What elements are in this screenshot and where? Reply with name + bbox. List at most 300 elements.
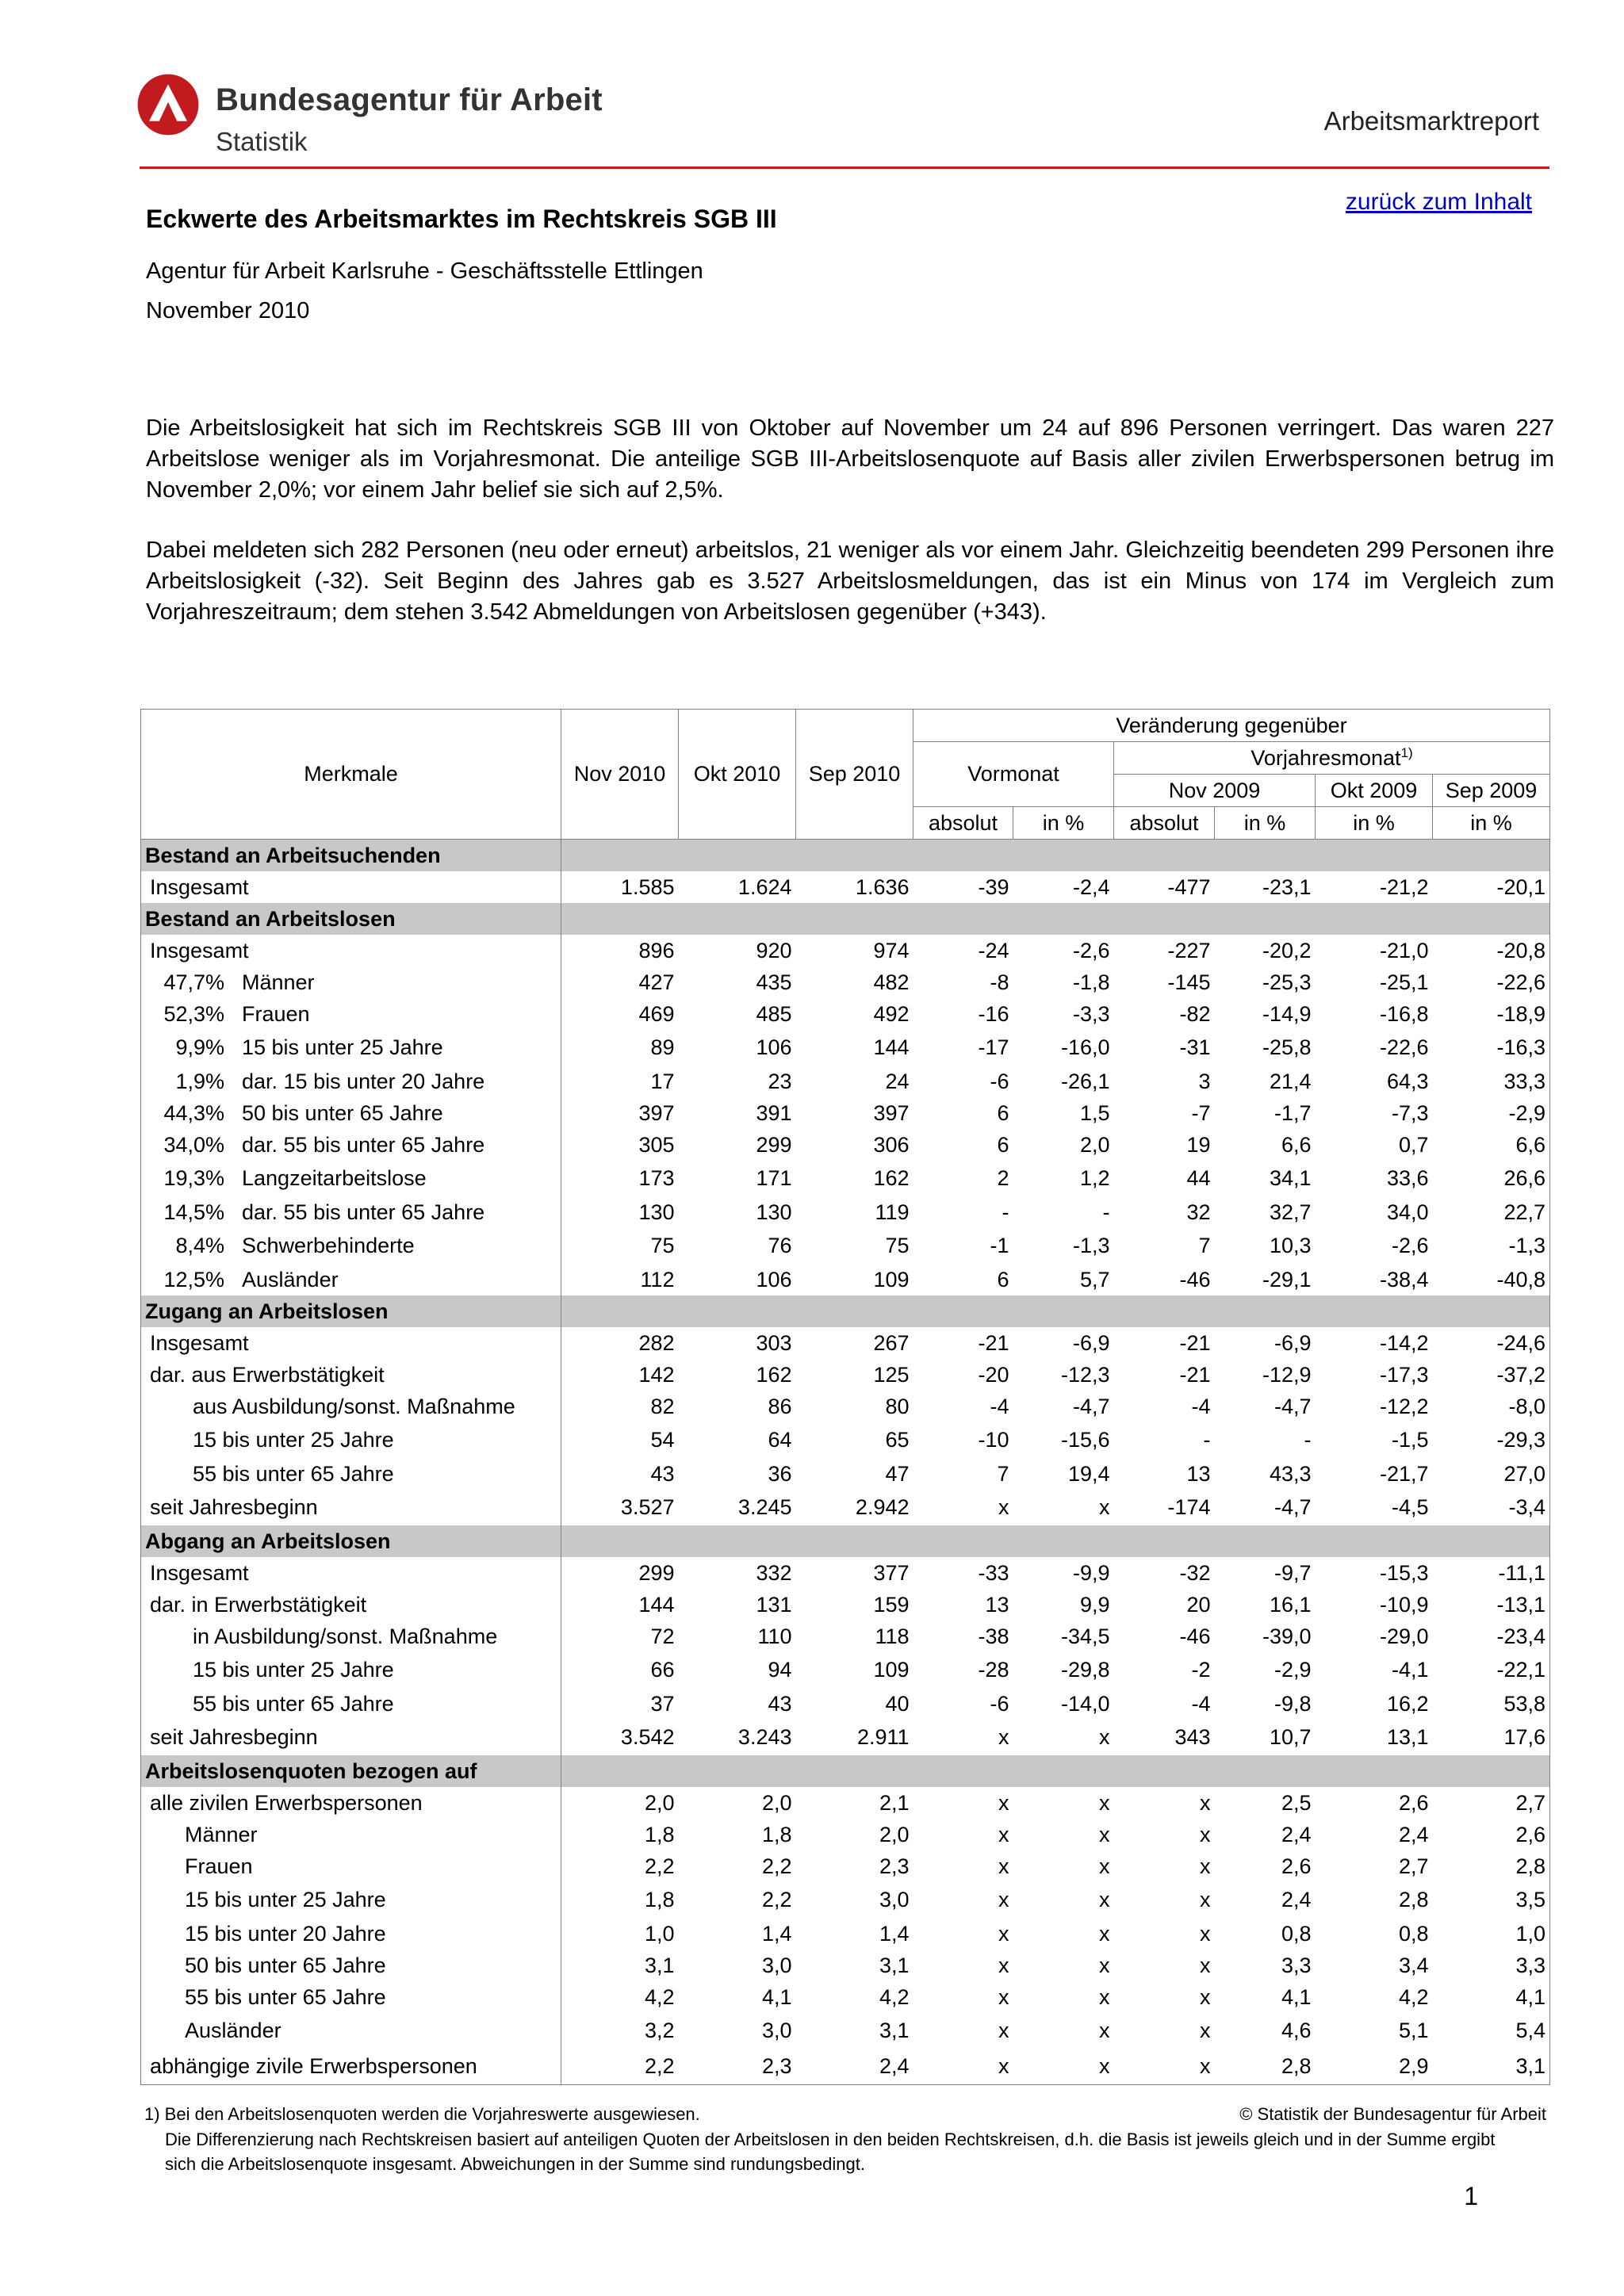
table-cell: 4,2 [644,1984,675,2009]
row-label [141,1850,561,1882]
table-cell: -39 [978,874,1009,899]
table-cell: 427 [638,970,675,994]
row-label [141,1490,561,1525]
table-row [141,935,1550,966]
row-label-text: Frauen [185,1854,253,1878]
table-cell: -29,8 [1060,1658,1110,1682]
table-cell: 2,0 [644,1790,675,1815]
table-row [141,1652,1550,1688]
table-cell: 3,1 [879,1953,910,1977]
table-cell: 125 [873,1362,910,1387]
table-cell: -10,9 [1379,1592,1429,1617]
row-share: 1,9% [175,1069,224,1093]
page-number: 1 [1464,2182,1478,2210]
row-label [141,1196,561,1228]
table-cell: 299 [638,1560,675,1585]
table-cell: 2,0 [879,1822,910,1846]
table-cell: 7 [997,1461,1009,1486]
table-cell: 36 [768,1461,792,1486]
table-cell: 1.585 [620,874,675,899]
header-nov2010: Nov 2010 [561,710,679,840]
table-cell: 106 [756,1035,792,1059]
table-cell: x [1200,1888,1211,1911]
row-label [141,1458,561,1490]
table-cell: 1,2 [1079,1166,1110,1190]
row-label-text: 15 bis unter 25 Jahre [242,1035,443,1059]
table-cell: -1,7 [1274,1100,1312,1125]
table-cell: 17,6 [1433,1720,1550,1755]
table-row [141,1882,1550,1918]
table-cell: 469 [638,1001,675,1026]
table-cell: 1,0 [1433,1918,1550,1950]
table-cell: 53,8 [1433,1688,1550,1720]
table-cell: 5,4 [1433,2013,1550,2049]
table-row [141,1490,1550,1525]
footnote-marker: 1) [1400,745,1413,760]
table-cell: -4,7 [1072,1394,1110,1418]
table-cell: x [914,2049,1013,2085]
table-cell: -34,5 [1060,1624,1110,1648]
row-label-text: dar. 55 bis unter 65 Jahre [242,1132,485,1157]
table-cell: 2,2 [761,1854,792,1878]
row-label [141,1557,561,1589]
table-cell: x [998,1888,1009,1911]
table-cell: 32,7 [1269,1200,1312,1224]
table-cell: 332 [756,1560,792,1585]
table-cell: x [998,2019,1009,2042]
report-month: November 2010 [146,298,310,323]
row-label-text: Schwerbehinderte [242,1234,415,1257]
table-cell: 303 [756,1330,792,1355]
table-cell: 109 [873,1658,910,1682]
table-cell: 144 [873,1035,910,1059]
row-label [141,1652,561,1688]
table-cell: 0,8 [1398,1921,1429,1946]
table-cell: -7 [1191,1100,1211,1125]
table-cell: x [1099,1495,1110,1519]
table-cell: 2,6 [1281,1854,1312,1878]
table-cell: 3.243 [737,1725,792,1749]
table-cell: 82 [650,1394,675,1418]
table-row [141,998,1550,1030]
table-cell: 4,1 [1281,1984,1312,2009]
section-label: Bestand an Arbeitslosen [141,903,561,935]
section-fill [561,1295,1550,1327]
table-cell: 267 [873,1330,910,1355]
footnote-1: 1) Bei den Arbeitslosenquoten werden die Vorjahreswerte ausgewiesen. [144,2104,700,2124]
table-cell: 2,7 [1433,1787,1550,1819]
row-label [141,998,561,1030]
table-cell: -38,4 [1379,1267,1429,1292]
table-cell: x [1200,1953,1211,1977]
table-cell: -6,9 [1072,1330,1110,1355]
table-row [141,1196,1550,1228]
row-label-text: Frauen [242,1001,310,1026]
table-cell: 2,8 [1398,1888,1429,1911]
table-cell: 305 [638,1132,675,1157]
table-cell: - [1102,1200,1110,1224]
table-cell: x [1099,1888,1110,1911]
table-cell: 106 [756,1267,792,1292]
header-rule [140,166,1549,169]
table-cell: 5,1 [1398,2019,1429,2042]
table-cell: 1,0 [644,1921,675,1946]
section-label: Arbeitslosenquoten bezogen auf [141,1755,561,1787]
table-cell: -11,1 [1433,1557,1550,1589]
table-cell: 2,5 [1281,1790,1312,1815]
table-cell: -33 [978,1560,1009,1585]
row-label [141,1589,561,1621]
table-cell: 2,7 [1398,1854,1429,1878]
row-label-text: seit Jahresbeginn [150,1495,318,1519]
section-row [141,1755,1550,1787]
table-cell: 119 [875,1200,910,1224]
table-cell: 47 [885,1461,910,1486]
table-cell: x [1099,2019,1110,2042]
table-cell: x [1013,2049,1114,2085]
page-title: Eckwerte des Arbeitsmarktes im Rechtskreis SGB III [146,205,777,233]
row-label-text: dar. in Erwerbstätigkeit [150,1592,367,1617]
table-cell: 343 [1174,1725,1211,1749]
row-share: 8,4% [175,1234,224,1257]
table-cell: -37,2 [1433,1359,1550,1391]
table-row [141,1589,1550,1621]
table-cell: 23 [768,1069,792,1093]
table-cell: 4,1 [761,1984,792,2009]
table-cell: -22,1 [1433,1652,1550,1688]
table-cell: 2,9 [1316,2049,1433,2085]
table-cell: -1,8 [1072,970,1110,994]
table-cell: -14,9 [1262,1001,1312,1026]
table-cell: 37 [650,1691,675,1716]
header-okt2010: Okt 2010 [679,710,796,840]
row-share: 19,3% [163,1166,224,1190]
table-cell: 33,6 [1386,1166,1429,1190]
table-cell: 2,3 [879,1854,910,1878]
agency-name: Agentur für Arbeit Karlsruhe - Geschäftsstelle Ettlingen [146,258,703,284]
section-row [141,903,1550,935]
row-label-text: aus Ausbildung/sonst. Maßnahme [193,1394,515,1418]
table-cell: 43,3 [1269,1461,1312,1486]
table-cell: 1,4 [879,1921,910,1946]
table-cell: 130 [756,1200,792,1224]
table-cell: -29,3 [1433,1422,1550,1458]
table-cell: - [1304,1428,1312,1452]
table-cell: 1,8 [644,1888,675,1911]
header-vorjahresmonat: Vorjahresmonat$^{1)}$ [1114,742,1550,775]
table-cell: 282 [638,1330,675,1355]
table-row [141,2013,1550,2049]
table-row [141,1918,1550,1950]
table-cell: 2,0 [761,1790,792,1815]
table-cell: x [1099,1725,1110,1749]
table-cell: -145 [1167,970,1211,994]
table-cell: 397 [873,1100,910,1125]
table-cell: x [1200,2019,1211,2042]
table-cell: 22,7 [1433,1196,1550,1228]
table-cell: 26,6 [1433,1161,1550,1196]
table-cell: 34,1 [1269,1166,1312,1190]
table-cell: 6 [997,1267,1009,1292]
row-label-text: Männer [185,1822,258,1846]
header-sep2009: Sep 2009 [1433,775,1550,807]
table-cell: -14,0 [1060,1691,1110,1716]
table-cell: 2,2 [761,1888,792,1911]
header-pct-vormonat: in % [1013,807,1114,840]
bundesagentur-logo-icon [136,73,200,136]
table-cell: 2,3 [679,2049,796,2085]
table-row [141,1097,1550,1129]
table-cell: -29,0 [1379,1624,1429,1648]
table-cell: 4,1 [1433,1981,1550,2013]
table-row [141,1030,1550,1066]
table-cell: x [1099,1790,1110,1815]
table-cell: 4,2 [1398,1984,1429,2009]
table-cell: 64,3 [1386,1069,1429,1093]
table-cell: -38 [978,1624,1009,1648]
row-label-text: Männer [242,970,315,994]
table-cell: x [1200,1854,1211,1878]
table-cell: 0,8 [1281,1921,1312,1946]
table-cell: 66 [650,1658,675,1682]
section-row [141,1295,1550,1327]
table-cell: 2,4 [796,2049,914,2085]
table-cell: 482 [873,970,910,994]
table-row [141,1720,1550,1755]
table-cell: -20,1 [1433,871,1550,903]
table-cell: -46 [1179,1267,1211,1292]
table-cell: 142 [638,1362,675,1387]
table-cell: 974 [873,938,910,962]
table-cell: 16,1 [1269,1592,1312,1617]
table-cell: 3,0 [761,2019,792,2042]
table-cell: 86 [768,1394,792,1418]
table-cell: x [1200,1822,1211,1846]
copyright: © Statistik der Bundesagentur für Arbeit [1239,2104,1546,2124]
table-cell: -18,9 [1433,998,1550,1030]
table-row [141,1850,1550,1882]
table-cell: -1 [990,1234,1009,1257]
row-share: 9,9% [175,1035,224,1059]
table-cell: 76 [768,1234,792,1257]
table-cell: -21,0 [1379,938,1429,962]
table-cell: 173 [638,1166,675,1190]
row-label-text: Insgesamt [150,1560,249,1585]
table-cell: 162 [756,1362,792,1387]
table-cell: 72 [650,1624,675,1648]
table-cell: 2,4 [1281,1888,1312,1911]
table-cell: 40 [885,1691,910,1716]
row-label-text: Insgesamt [150,938,249,962]
section-fill [561,840,1550,872]
table-cell: 2,6 [1433,1819,1550,1850]
table-cell: 435 [756,970,792,994]
section-label: Abgang an Arbeitslosen [141,1525,561,1557]
row-share: 12,5% [163,1267,224,1292]
row-label-text: dar. aus Erwerbstätigkeit [150,1362,385,1387]
row-label-text: 50 bis unter 65 Jahre [185,1953,386,1977]
row-label [141,966,561,998]
table-cell: -227 [1167,938,1211,962]
table-cell: -12,9 [1262,1362,1312,1387]
header-absolut-vorjahr: absolut [1114,807,1215,840]
header-pct-sep2009: in % [1433,807,1550,840]
report-title: Arbeitsmarktreport [1323,106,1539,136]
row-label-text: 55 bis unter 65 Jahre [193,1691,394,1716]
row-label [141,1391,561,1422]
org-name: Bundesagentur für Arbeit [216,82,603,117]
table-cell: 89 [650,1035,675,1059]
back-to-contents-link[interactable]: zurück zum Inhalt [1345,189,1532,215]
table-cell: -16,3 [1433,1030,1550,1066]
table-cell: 391 [756,1100,792,1125]
table-cell: x [1099,1984,1110,2009]
table-cell: 3.542 [620,1725,675,1749]
table-cell: -2,6 [1072,938,1110,962]
header-pct-nov2009: in % [1215,807,1316,840]
table-row [141,1981,1550,2013]
table-cell: 920 [756,938,792,962]
row-label [141,1359,561,1391]
table-cell: -26,1 [1060,1069,1110,1093]
table-cell: -7,3 [1391,1100,1429,1125]
table-cell: -82 [1179,1001,1211,1026]
table-cell: 54 [650,1428,675,1452]
table-cell: 19,4 [1067,1461,1110,1486]
row-label-text: in Ausbildung/sonst. Maßnahme [193,1624,498,1648]
table-cell: 13 [1186,1461,1211,1486]
table-cell: 3.245 [737,1495,792,1519]
table-cell: -31 [1179,1035,1211,1059]
table-cell: x [1200,1790,1211,1815]
row-label-text: 15 bis unter 20 Jahre [185,1921,386,1946]
table-cell: 75 [650,1234,675,1257]
header-pct-okt2009: in % [1316,807,1433,840]
table-cell: -4,1 [1391,1658,1429,1682]
table-cell: -2,4 [1072,874,1110,899]
table-cell: 3.527 [620,1495,675,1519]
table-cell: -1,3 [1433,1228,1550,1264]
intro-paragraph-2: Dabei meldeten sich 282 Personen (neu oder erneut) arbeitslos, 21 weniger als vor einem Jahr. Gleichzeitig beendeten 299 Personen ihre Arbeitslosigkeit (-32). Seit Beginn des Jahres gab es 3.527 Arbeitslosmeldungen, das ist ein Minus von 174 im Vergleich zum Vorjahreszeitraum; dem stehen 3.542 Abmeldungen von Arbeitslosen gegenüber (+343). [146,538,1554,625]
table-cell: 1,8 [644,1822,675,1846]
row-share: 47,7% [163,970,224,994]
table-row [141,1391,1550,1422]
row-label [141,935,561,966]
table-cell: -21 [1179,1362,1211,1387]
row-label [141,1621,561,1652]
table-cell: 159 [873,1592,910,1617]
table-cell: 112 [640,1267,675,1292]
header-veraenderung: Veränderung gegenüber [914,710,1550,742]
table-cell: 2.942 [855,1495,910,1519]
table-cell: 2,0 [1079,1132,1110,1157]
table-cell: -17 [978,1035,1009,1059]
row-label [141,1981,561,2013]
table-cell: 17 [650,1069,675,1093]
header-merkmale: Merkmale [141,710,561,840]
table-cell: x [998,1790,1009,1815]
row-label-text: 15 bis unter 25 Jahre [185,1888,386,1911]
table-cell: -39,0 [1262,1624,1312,1648]
table-cell: -4,5 [1391,1495,1429,1519]
table-cell: - [1002,1200,1009,1224]
table-cell: -20,2 [1262,938,1312,962]
table-cell: -8 [990,970,1009,994]
footnote-2: Die Differenzierung nach Rechtskreisen basiert auf anteiligen Quoten der Arbeitslosen in den beiden Rechtskreisen, d.h. die Basis ist jeweils gleich und in der Summe ergibt sich die Arbeitslosenquote insgesamt. Abweichungen in der Summe sind rundungsbedingt. [165,2130,1496,2174]
table-cell: 110 [757,1624,792,1648]
table-cell: -4,7 [1274,1495,1312,1519]
table-cell: 3,3 [1433,1950,1550,1981]
table-cell: 7 [1198,1234,1211,1257]
table-cell: 3 [1198,1069,1211,1093]
header-absolut-vormonat: absolut [914,807,1013,840]
table-row [141,1264,1550,1295]
row-share: 44,3% [163,1100,224,1125]
table-cell: 43 [768,1691,792,1716]
table-row [141,1621,1550,1652]
table-cell: 21,4 [1269,1069,1312,1093]
table-row [141,966,1550,998]
table-cell: 6,6 [1281,1132,1312,1157]
row-label [141,1688,561,1720]
table-row [141,1557,1550,1589]
table-cell: x [1114,2049,1215,2085]
table-row [141,1228,1550,1264]
table-cell: -12,3 [1060,1362,1110,1387]
table-cell: -1,3 [1072,1234,1110,1257]
row-label-text: abhängige zivile Erwerbspersonen [150,2054,477,2078]
table-cell: -3,4 [1433,1490,1550,1525]
table-cell: 3,1 [644,1953,675,1977]
table-cell: 2,4 [1281,1822,1312,1846]
table-cell: -3,3 [1072,1001,1110,1026]
table-cell: -28 [978,1658,1009,1682]
table-cell: 6,6 [1433,1129,1550,1161]
table-cell: -17,3 [1379,1362,1429,1387]
table-cell: 19 [1186,1132,1211,1157]
row-label-text: Insgesamt [150,1330,249,1355]
table-cell: 16,2 [1386,1691,1429,1716]
row-label [141,1950,561,1981]
row-label [141,1327,561,1359]
table-cell: x [1099,1953,1110,1977]
table-cell: 118 [875,1624,910,1648]
table-cell: 10,3 [1269,1234,1312,1257]
table-cell: -21,2 [1379,874,1429,899]
table-cell: -25,3 [1262,970,1312,994]
table-row [141,871,1550,903]
header-nov2009: Nov 2009 [1114,775,1316,807]
table-cell: 3,1 [1433,2049,1550,2085]
table-cell: 80 [885,1394,910,1418]
table-cell: -1,5 [1391,1428,1429,1452]
table-cell: -25,1 [1379,970,1429,994]
table-row [141,2049,1550,2085]
section-fill [561,903,1550,935]
table-cell: 32 [1186,1200,1211,1224]
row-label [141,1720,561,1755]
table-cell: 162 [873,1166,910,1190]
table-row [141,1458,1550,1490]
table-cell: -23,1 [1262,874,1312,899]
intro-paragraph-1: Die Arbeitslosigkeit hat sich im Rechtskreis SGB III von Oktober auf November um 24 auf 896 Personen verringert. Das waren 227 Arbeitslose weniger als im Vorjahresmonat. Die anteilige SGB III-Arbeitslosenquote auf Basis aller zivilen Erwerbspersonen betrug im November 2,0%; vor einem Jahr belief sie sich auf 2,5%. [146,415,1554,503]
table-cell: - [1203,1428,1211,1452]
table-row [141,1819,1550,1850]
table-cell: 377 [873,1560,910,1585]
table-cell: x [1099,1854,1110,1878]
table-cell: 10,7 [1269,1725,1312,1749]
table-cell: -15,6 [1060,1428,1110,1452]
